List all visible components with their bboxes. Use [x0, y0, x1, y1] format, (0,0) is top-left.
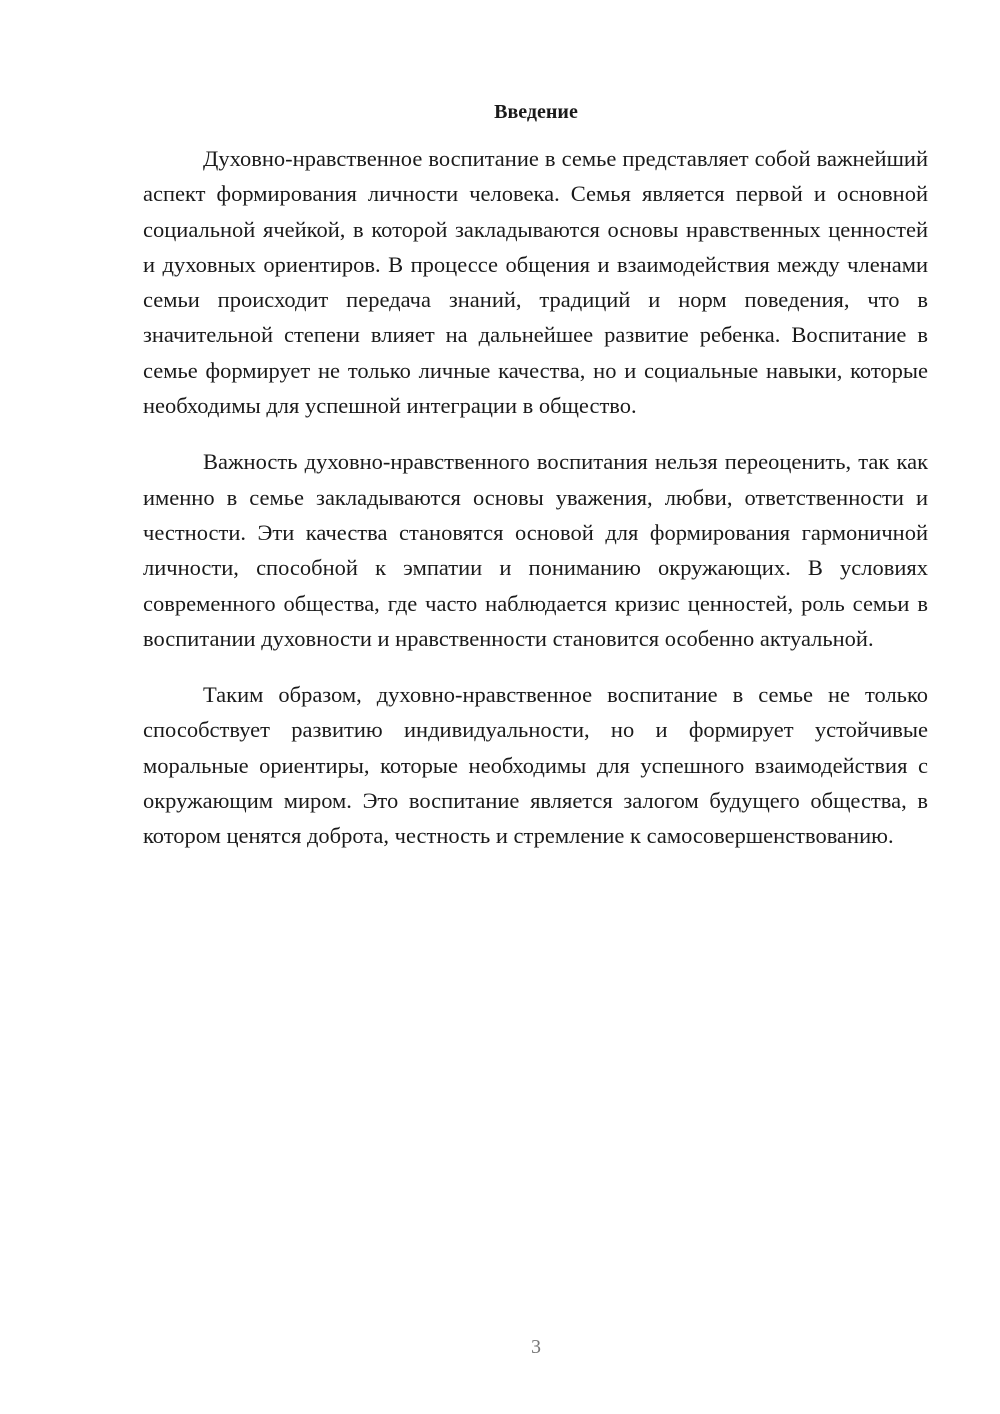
page-number: 3	[531, 1336, 541, 1358]
page-title: Введение	[494, 101, 578, 123]
paragraph-1: Духовно-нравственное воспитание в семье представляет собой важнейший аспект формирования личности человека. Семья является первой и основной социальной ячейкой, в которой закладываются основы нравственных ценностей и духовных ориентиров. В процессе общения и взаимодействия между членами семьи происходит передача знаний, традиций и норм поведения, что в значительной степени влияет на дальнейшее развитие ребенка. Воспитание в семье формирует не только личные качества, но и социальные навыки, которые необходимы для успешной интеграции в общество.	[143, 146, 928, 419]
paragraph-2: Важность духовно-нравственного воспитания нельзя переоценить, так как именно в семье закладываются основы уважения, любви, ответственности и честности. Эти качества становятся основой для формирования гармоничной личности, способной к эмпатии и пониманию окружающих. В условиях современного общества, где часто наблюдается кризис ценностей, роль семьи в воспитании духовности и нравственности становится особенно актуальной.	[143, 449, 928, 651]
document-body	[143, 141, 928, 875]
paragraph-3: Таким образом, духовно-нравственное воспитание в семье не только способствует развитию индивидуальности, но и формирует устойчивые моральные ориентиры, которые необходимы для успешного взаимодействия с окружающим миром. Это воспитание является залогом будущего общества, в котором ценятся доброта, честность и стремление к самосовершенствованию.	[143, 682, 928, 849]
